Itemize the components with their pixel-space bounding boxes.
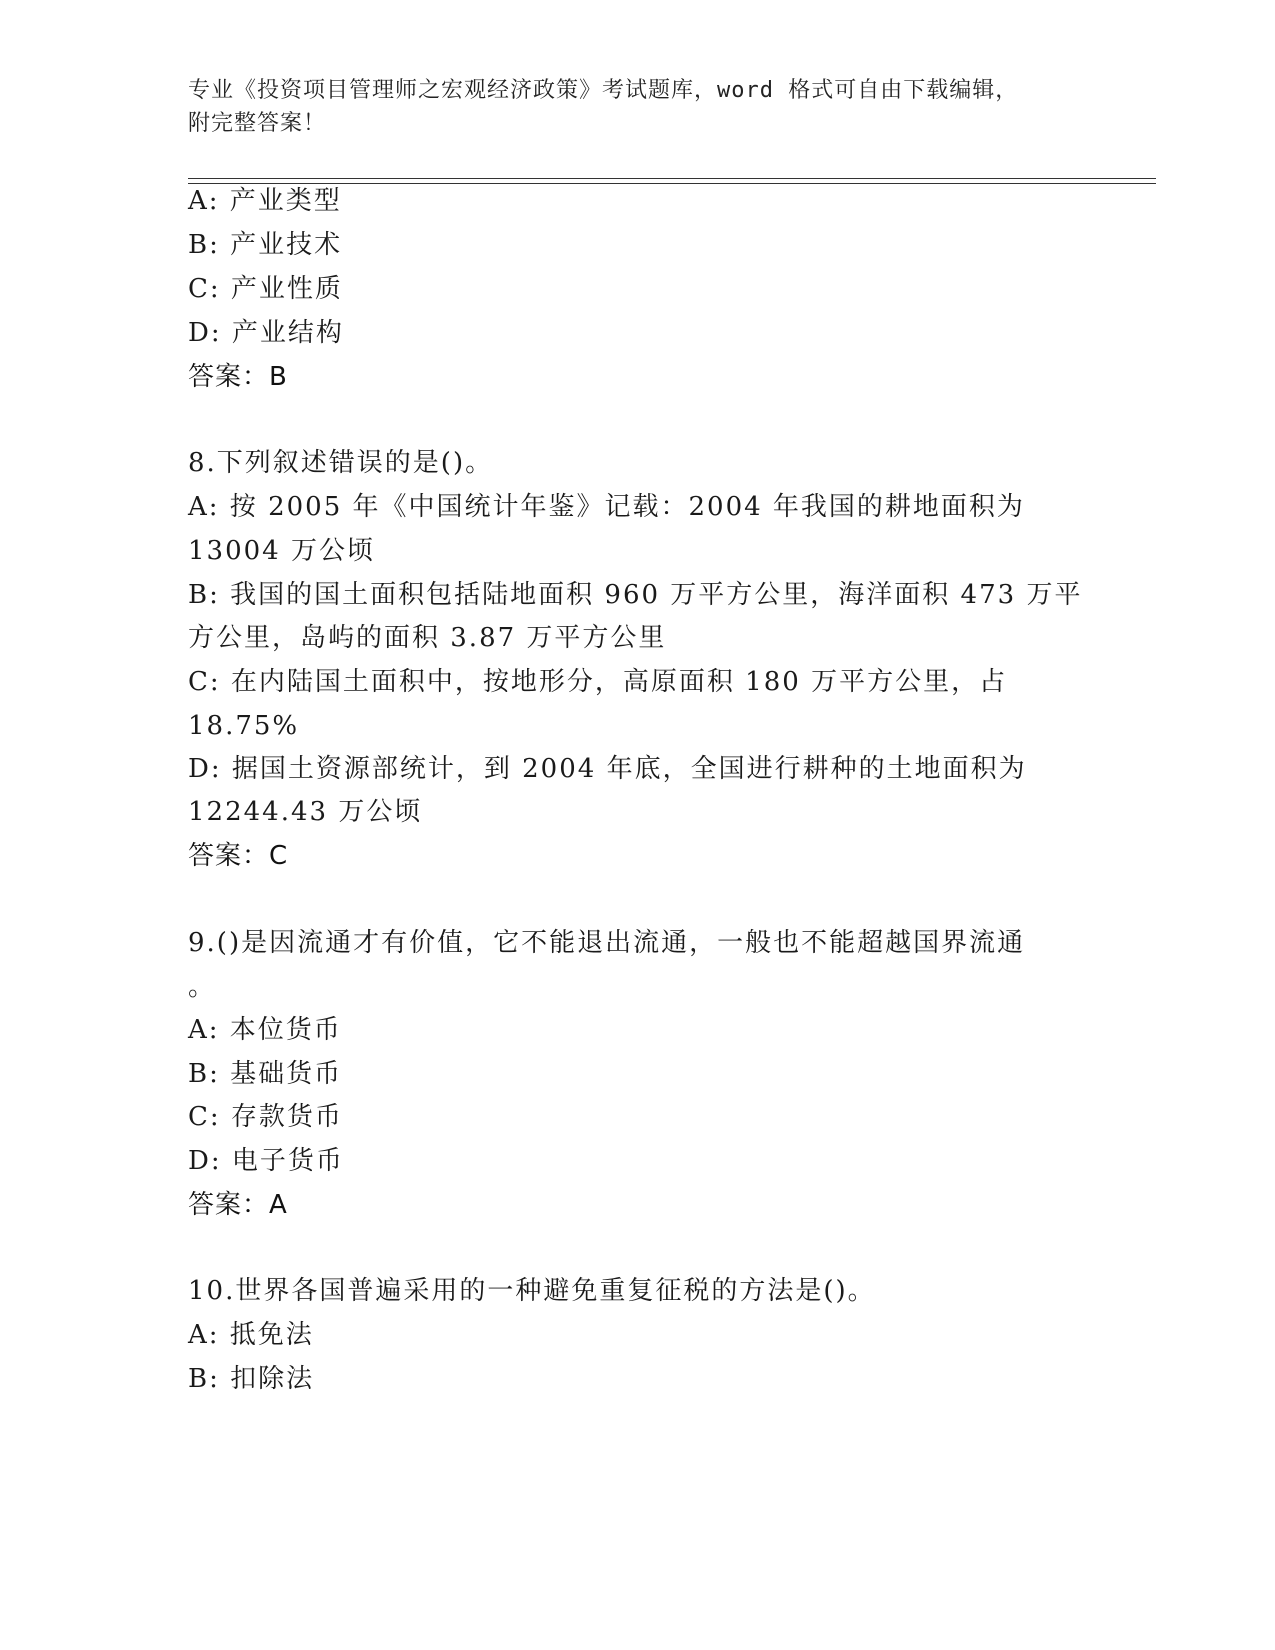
q8-option-d-line-2: 12244.43 万公顷	[188, 797, 423, 827]
q7-answer: 答案：B	[188, 362, 288, 392]
q8-option-a-line-1: A: 按 2005 年《中国统计年鉴》记载：2004 年我国的耕地面积为	[188, 492, 1025, 522]
q7-option-c: C: 产业性质	[188, 274, 343, 304]
q9-option-d: D: 电子货币	[188, 1146, 344, 1176]
header-rule-top	[188, 178, 1156, 179]
q10-option-a: A: 抵免法	[188, 1320, 314, 1350]
q9-option-c: C: 存款货币	[188, 1102, 343, 1132]
header-line-2: 附完整答案！	[188, 111, 327, 136]
q10-option-b: B: 扣除法	[188, 1364, 315, 1394]
q9-option-a: A: 本位货币	[188, 1015, 342, 1045]
q8-option-a-line-2: 13004 万公顷	[188, 536, 375, 566]
q8-option-c-line-2: 18.75%	[188, 711, 300, 741]
q8-option-b-line-2: 方公里，岛屿的面积 3.87 万平方公里	[188, 623, 667, 653]
q10-question: 10.世界各国普遍采用的一种避免重复征税的方法是()。	[188, 1276, 876, 1306]
q7-option-a: A: 产业类型	[188, 186, 342, 216]
q8-option-d-line-1: D: 据国土资源部统计，到 2004 年底，全国进行耕种的土地面积为	[188, 754, 1027, 784]
q7-option-d: D: 产业结构	[188, 318, 344, 348]
q8-answer: 答案：C	[188, 841, 289, 871]
q8-option-c-line-1: C: 在内陆国土面积中，按地形分，高原面积 180 万平方公里，占	[188, 667, 1008, 697]
header-line-1: 专业《投资项目管理师之宏观经济政策》考试题库，word 格式可自由下载编辑，	[188, 78, 1019, 103]
q8-option-b-line-1: B: 我国的国土面积包括陆地面积 960 万平方公里，海洋面积 473 万平	[188, 580, 1083, 610]
document-header	[188, 74, 1088, 140]
header-rule-bottom	[188, 183, 1156, 184]
q8-question: 8.下列叙述错误的是()。	[188, 448, 494, 478]
q9-option-b: B: 基础货币	[188, 1059, 343, 1089]
q9-answer: 答案：A	[188, 1190, 288, 1220]
q9-question-line-1: 9.()是因流通才有价值，它不能退出流通，一般也不能超越国界流通	[188, 928, 1026, 958]
q9-question-line-2: 。	[188, 972, 217, 1002]
q7-option-b: B: 产业技术	[188, 230, 343, 260]
